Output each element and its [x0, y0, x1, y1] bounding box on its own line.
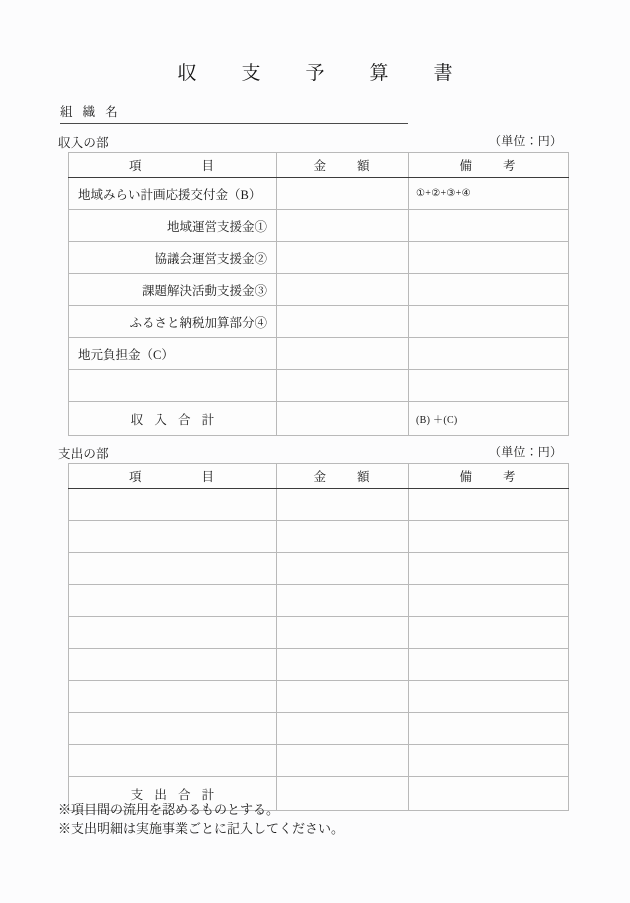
- footnote-1: ※支出明細は実施事業ごとに記入してください。: [58, 821, 345, 836]
- expenditure-total-remark[interactable]: [409, 777, 569, 811]
- expenditure-amount-cell-1[interactable]: [277, 521, 409, 553]
- income-table: [68, 152, 569, 436]
- expenditure-section-caption: 支出の部: [58, 447, 109, 461]
- table-row: [69, 178, 569, 210]
- income-amount-cell-3[interactable]: [277, 274, 409, 306]
- table-row: [69, 585, 569, 617]
- expenditure-remark-cell-3[interactable]: [409, 585, 569, 617]
- expenditure-amount-cell-5[interactable]: [277, 649, 409, 681]
- table-row: [69, 210, 569, 242]
- income-remark-cell-2[interactable]: [409, 242, 569, 274]
- income-unit-note: （単位：円）: [489, 134, 563, 148]
- expenditure-table: [68, 463, 569, 811]
- expenditure-header-amount: 金 額: [277, 464, 409, 489]
- organization-name-label: 組 織 名: [60, 105, 122, 119]
- expenditure-header-remark: 備 考: [409, 464, 569, 489]
- income-item-label-1: 地域運営支援金①: [69, 210, 277, 242]
- expenditure-remark-cell-2[interactable]: [409, 553, 569, 585]
- expenditure-amount-cell-8[interactable]: [277, 745, 409, 777]
- income-remark-cell-4[interactable]: [409, 306, 569, 338]
- table-row: [69, 617, 569, 649]
- expenditure-table-header-row: [69, 464, 569, 489]
- expenditure-remark-cell-4[interactable]: [409, 617, 569, 649]
- expenditure-amount-cell-2[interactable]: [277, 553, 409, 585]
- income-table-header-row: [69, 153, 569, 178]
- income-total-label: 収 入 合 計: [69, 402, 277, 436]
- income-total-amount[interactable]: [277, 402, 409, 436]
- table-row: [69, 745, 569, 777]
- table-row: [69, 370, 569, 402]
- expenditure-item-cell-6[interactable]: [69, 681, 277, 713]
- income-item-label-6[interactable]: [69, 370, 277, 402]
- income-header-item: 項 目: [69, 153, 277, 178]
- income-remark-cell-3[interactable]: [409, 274, 569, 306]
- expenditure-item-cell-8[interactable]: [69, 745, 277, 777]
- table-row: [69, 521, 569, 553]
- income-amount-cell-2[interactable]: [277, 242, 409, 274]
- income-total-row: [69, 402, 569, 436]
- income-item-label-3: 課題解決活動支援金③: [69, 274, 277, 306]
- expenditure-remark-cell-8[interactable]: [409, 745, 569, 777]
- expenditure-amount-cell-6[interactable]: [277, 681, 409, 713]
- table-row: [69, 649, 569, 681]
- expenditure-item-cell-0[interactable]: [69, 489, 277, 521]
- income-section-caption: 収入の部: [58, 136, 109, 150]
- income-remark-cell-1[interactable]: [409, 210, 569, 242]
- income-header-remark: 備 考: [409, 153, 569, 178]
- income-item-label-2: 協議会運営支援金②: [69, 242, 277, 274]
- expenditure-remark-cell-5[interactable]: [409, 649, 569, 681]
- expenditure-total-label: 支 出 合 計: [69, 777, 277, 811]
- income-remark-cell-6[interactable]: [409, 370, 569, 402]
- expenditure-item-cell-5[interactable]: [69, 649, 277, 681]
- table-row: [69, 274, 569, 306]
- table-row: [69, 681, 569, 713]
- income-amount-cell-1[interactable]: [277, 210, 409, 242]
- expenditure-amount-cell-7[interactable]: [277, 713, 409, 745]
- table-row: [69, 242, 569, 274]
- expenditure-unit-note: （単位：円）: [489, 445, 563, 459]
- expenditure-remark-cell-0[interactable]: [409, 489, 569, 521]
- expenditure-item-cell-2[interactable]: [69, 553, 277, 585]
- table-row: [69, 553, 569, 585]
- income-amount-cell-6[interactable]: [277, 370, 409, 402]
- expenditure-item-cell-3[interactable]: [69, 585, 277, 617]
- income-amount-cell-0[interactable]: [277, 178, 409, 210]
- expenditure-remark-cell-1[interactable]: [409, 521, 569, 553]
- expenditure-item-cell-1[interactable]: [69, 521, 277, 553]
- expenditure-header-item: 項 目: [69, 464, 277, 489]
- footnotes: [58, 800, 344, 838]
- income-remark-cell-0[interactable]: ①+②+③+④: [409, 178, 569, 210]
- income-amount-cell-4[interactable]: [277, 306, 409, 338]
- income-item-label-4: ふるさと納税加算部分④: [69, 306, 277, 338]
- organization-name-field[interactable]: [60, 102, 408, 124]
- expenditure-amount-cell-3[interactable]: [277, 585, 409, 617]
- expenditure-remark-cell-6[interactable]: [409, 681, 569, 713]
- income-item-label-0: 地域みらい計画応援交付金（B）: [69, 178, 277, 210]
- footnote-0: ※項目間の流用を認めるものとする。: [58, 802, 280, 817]
- income-item-label-5: 地元負担金（C）: [69, 338, 277, 370]
- page-title: 収 支 予 算 書: [177, 63, 466, 84]
- table-row: [69, 489, 569, 521]
- table-row: [69, 306, 569, 338]
- income-header-amount: 金 額: [277, 153, 409, 178]
- table-row: [69, 713, 569, 745]
- expenditure-amount-cell-0[interactable]: [277, 489, 409, 521]
- expenditure-item-cell-7[interactable]: [69, 713, 277, 745]
- table-row: [69, 338, 569, 370]
- income-total-remark: (B) ＋(C): [409, 402, 569, 436]
- expenditure-amount-cell-4[interactable]: [277, 617, 409, 649]
- expenditure-remark-cell-7[interactable]: [409, 713, 569, 745]
- expenditure-item-cell-4[interactable]: [69, 617, 277, 649]
- income-amount-cell-5[interactable]: [277, 338, 409, 370]
- income-remark-cell-5[interactable]: [409, 338, 569, 370]
